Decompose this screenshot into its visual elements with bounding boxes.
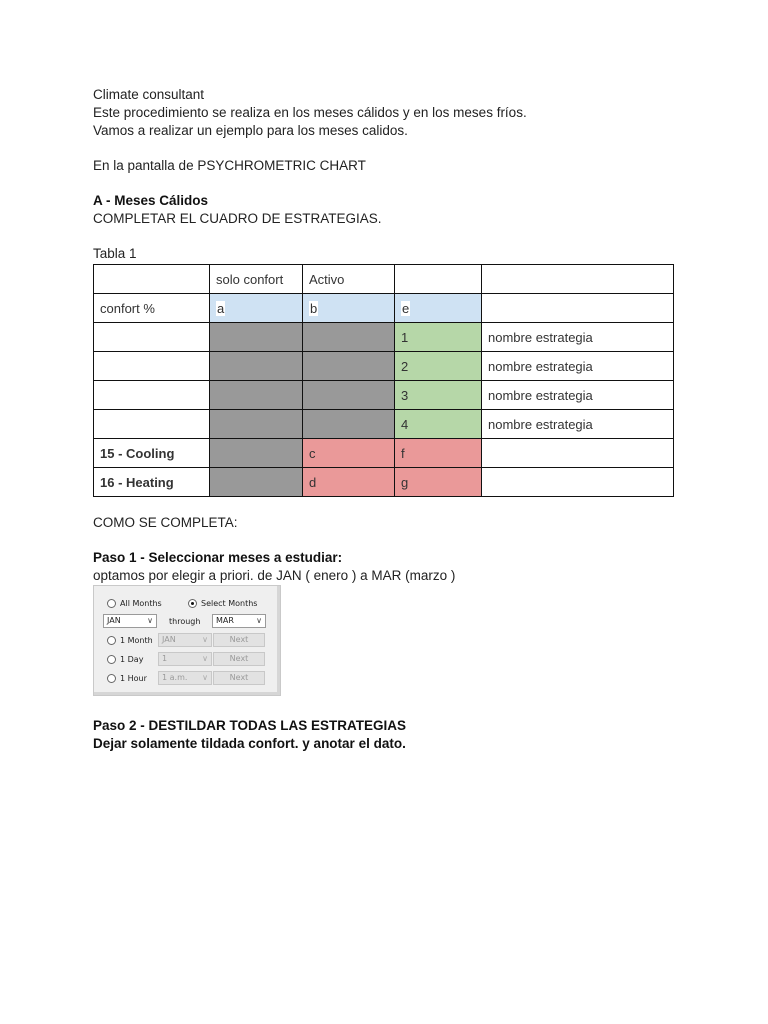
table-cell (210, 294, 303, 323)
section-a-heading: A - Meses Cálidos (93, 193, 209, 208)
chevron-down-icon: ∨ (202, 635, 208, 644)
chevron-down-icon: ∨ (147, 616, 153, 625)
strategy-name: nombre estrategia (482, 352, 674, 381)
table-row-strategy (94, 352, 674, 381)
chevron-down-icon: ∨ (202, 673, 208, 682)
through-label: through (169, 617, 201, 626)
table-row-heating (94, 468, 674, 497)
screen-line: En la pantalla de PSYCHROMETRIC CHART (93, 158, 366, 173)
table-header-row (94, 265, 674, 294)
row-label-heating: 16 - Heating (94, 468, 210, 497)
table-cell (303, 294, 395, 323)
one-hour-label: 1 Hour (120, 674, 147, 683)
table-cell (210, 323, 303, 352)
all-months-radio[interactable] (107, 599, 116, 608)
chevron-down-icon: ∨ (202, 654, 208, 663)
one-month-radio[interactable] (107, 636, 116, 645)
table-row-strategy (94, 410, 674, 439)
one-month-select[interactable] (158, 633, 212, 647)
one-hour-value: 1 a.m. (162, 673, 188, 682)
select-months-label: Select Months (201, 599, 258, 608)
strategy-name: nombre estrategia (482, 381, 674, 410)
one-month-label: 1 Month (120, 636, 153, 645)
next-button[interactable]: Next (213, 671, 265, 685)
next-button[interactable]: Next (213, 652, 265, 666)
strategy-name: nombre estrategia (482, 323, 674, 352)
to-month-value: MAR (216, 616, 234, 625)
cell-letter: a (217, 300, 225, 316)
table-cell (94, 352, 210, 381)
row-label-cooling: 15 - Cooling (94, 439, 210, 468)
table-cell (395, 265, 482, 294)
table-cell (482, 265, 674, 294)
table-cell: f (395, 439, 482, 468)
table-cell (303, 323, 395, 352)
table-cell (482, 468, 674, 497)
table-cell (303, 381, 395, 410)
table-row-strategy (94, 381, 674, 410)
table-cell (210, 468, 303, 497)
table-row-strategy (94, 323, 674, 352)
table-cell (303, 410, 395, 439)
one-day-label: 1 Day (120, 655, 144, 664)
table-cell (482, 439, 674, 468)
strategy-name: nombre estrategia (482, 410, 674, 439)
next-button[interactable]: Next (213, 633, 265, 647)
one-day-select[interactable] (158, 652, 212, 666)
table-cell (94, 410, 210, 439)
instruction: COMPLETAR EL CUADRO DE ESTRATEGIAS. (93, 211, 382, 226)
dialog-edge (94, 692, 280, 695)
all-months-label: All Months (120, 599, 162, 608)
table-cell (94, 323, 210, 352)
table-cell: c (303, 439, 395, 468)
intro-line-2: Vamos a realizar un ejemplo para los meses calidos. (93, 123, 408, 138)
table-caption: Tabla 1 (93, 246, 137, 261)
table-cell (482, 294, 674, 323)
intro-line-1: Este procedimiento se realiza en los meses cálidos y en los meses fríos. (93, 105, 527, 120)
one-day-radio[interactable] (107, 655, 116, 664)
como-heading: COMO SE COMPLETA: (93, 515, 238, 530)
paso2-text: Dejar solamente tildada confort. y anotar el dato. (93, 736, 406, 751)
select-months-radio[interactable] (188, 599, 197, 608)
paso1-text: optamos por elegir a priori. de JAN ( enero ) a MAR (marzo ) (93, 568, 456, 583)
table-row-confort (94, 294, 674, 323)
strategy-number: 4 (395, 410, 482, 439)
table-cell (210, 439, 303, 468)
one-month-value: JAN (162, 635, 176, 644)
table-cell (303, 352, 395, 381)
paso1-heading: Paso 1 - Seleccionar meses a estudiar: (93, 550, 343, 565)
strategies-table (93, 264, 674, 497)
table-cell (94, 265, 210, 294)
table-cell: g (395, 468, 482, 497)
strategy-number: 1 (395, 323, 482, 352)
one-hour-select[interactable] (158, 671, 212, 685)
doc-title: Climate consultant (93, 87, 205, 102)
paso2-heading: Paso 2 - DESTILDAR TODAS LAS ESTRATEGIAS (93, 718, 407, 733)
table-cell (210, 352, 303, 381)
table-cell (210, 410, 303, 439)
from-month-select[interactable] (103, 614, 157, 628)
chevron-down-icon: ∨ (256, 616, 262, 625)
table-cell (395, 294, 482, 323)
table-cell (210, 381, 303, 410)
strategy-number: 2 (395, 352, 482, 381)
table-cell (94, 381, 210, 410)
strategy-number: 3 (395, 381, 482, 410)
table-header-solo-confort: solo confort (210, 265, 303, 294)
row-label-confort: confort % (94, 294, 210, 323)
to-month-select[interactable] (212, 614, 266, 628)
dialog-edge (277, 586, 280, 695)
cell-letter: e (402, 300, 410, 316)
one-hour-radio[interactable] (107, 674, 116, 683)
cell-letter: b (310, 300, 318, 316)
table-header-activo: Activo (303, 265, 395, 294)
table-cell: d (303, 468, 395, 497)
month-selection-dialog (93, 585, 281, 696)
one-day-value: 1 (162, 654, 168, 663)
table-row-cooling (94, 439, 674, 468)
from-month-value: JAN (107, 616, 121, 625)
